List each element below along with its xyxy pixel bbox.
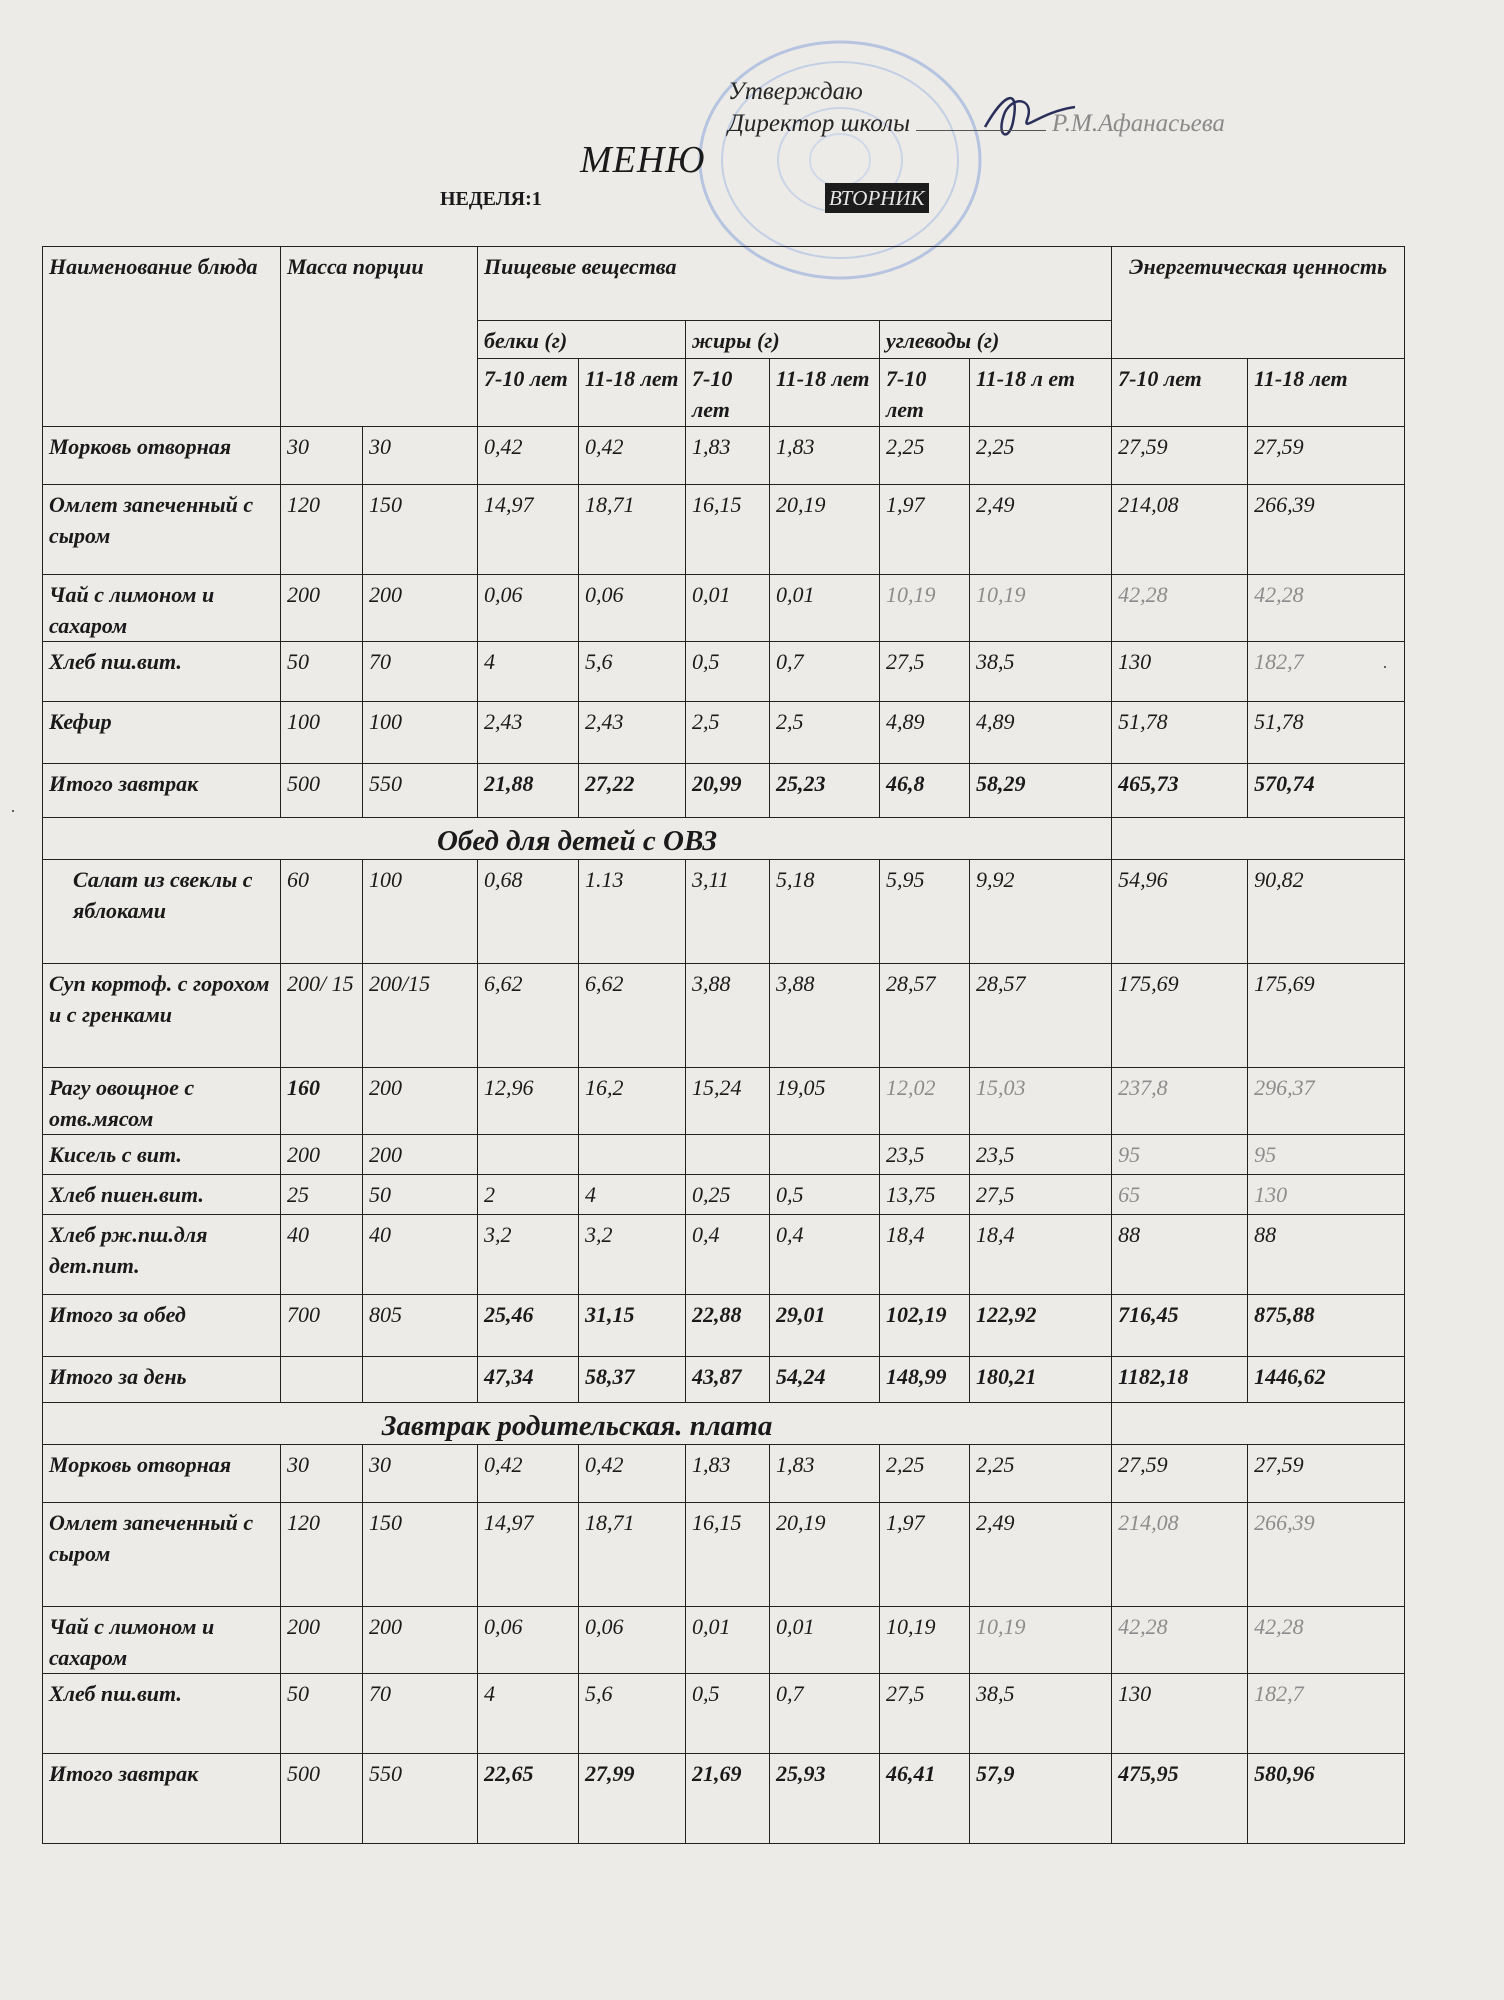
nutrient-value: 5,95: [880, 860, 970, 964]
dish-name: Хлеб пшен.вит.: [43, 1175, 281, 1215]
nutrient-value: 4,89: [880, 702, 970, 764]
nutrient-value: 20,19: [770, 485, 880, 575]
nutrient-value: 19,05: [770, 1068, 880, 1135]
mass-11-18: 50: [363, 1175, 478, 1215]
nutrient-value: 51,78: [1248, 702, 1405, 764]
mass-11-18: 550: [363, 1754, 478, 1844]
nutrient-value: 1,83: [770, 1445, 880, 1503]
empty-cell: [1112, 818, 1405, 860]
age-header: 11-18 лет: [1248, 359, 1405, 427]
age-header: 7-10 лет: [880, 359, 970, 427]
nutrient-value: 5,18: [770, 860, 880, 964]
mass-7-10: 50: [281, 642, 363, 702]
dish-name: Хлеб пш.вит.: [43, 642, 281, 702]
dish-name: Хлеб рж.пш.для дет.пит.: [43, 1215, 281, 1295]
dish-name: Итого за обед: [43, 1295, 281, 1357]
nutrient-value: 266,39: [1248, 485, 1405, 575]
nutrient-value: 95: [1112, 1135, 1248, 1175]
mass-11-18: 150: [363, 485, 478, 575]
mass-11-18: 805: [363, 1295, 478, 1357]
mass-7-10: 700: [281, 1295, 363, 1357]
nutrient-value: 0,4: [770, 1215, 880, 1295]
nutrient-value: 42,28: [1248, 575, 1405, 642]
nutrient-value: 2,5: [686, 702, 770, 764]
mass-11-18: 200: [363, 1135, 478, 1175]
mass-7-10: 25: [281, 1175, 363, 1215]
nutrient-value: 2,43: [478, 702, 579, 764]
nutrient-value: 22,65: [478, 1754, 579, 1844]
section-title: Завтрак родительская. плата: [43, 1403, 1112, 1445]
nutrient-value: 0,7: [770, 642, 880, 702]
nutrient-value: 2,25: [880, 1445, 970, 1503]
nutrient-value: 214,08: [1112, 485, 1248, 575]
header-mass: Масса порции: [281, 247, 478, 427]
table-row: [43, 1674, 1405, 1754]
table-row: [43, 860, 1405, 964]
nutrient-value: 21,88: [478, 764, 579, 818]
nutrient-value: 58,37: [579, 1357, 686, 1403]
mass-7-10: 40: [281, 1215, 363, 1295]
dish-name: Салат из свеклы с яблоками: [43, 860, 281, 964]
nutrient-value: 0,06: [579, 1607, 686, 1674]
dish-name: Итого завтрак: [43, 764, 281, 818]
nutrient-value: 5,6: [579, 642, 686, 702]
nutrient-value: 46,8: [880, 764, 970, 818]
nutrient-value: 38,5: [970, 642, 1112, 702]
table-row: [43, 427, 1405, 485]
header-dish-name: Наименование блюда: [43, 247, 281, 427]
nutrient-value: 0,42: [579, 427, 686, 485]
mass-7-10: 100: [281, 702, 363, 764]
nutrient-value: 15,24: [686, 1068, 770, 1135]
nutrient-value: 31,15: [579, 1295, 686, 1357]
nutrient-value: 1446,62: [1248, 1357, 1405, 1403]
nutrient-value: 875,88: [1248, 1295, 1405, 1357]
nutrient-value: 1,83: [770, 427, 880, 485]
nutrient-value: 20,99: [686, 764, 770, 818]
dish-name: Морковь отворная: [43, 427, 281, 485]
nutrient-value: 27,99: [579, 1754, 686, 1844]
nutrient-value: 51,78: [1112, 702, 1248, 764]
nutrient-value: 16,15: [686, 1503, 770, 1607]
dish-name: Чай с лимоном и сахаром: [43, 575, 281, 642]
week-label: НЕДЕЛЯ:1: [440, 188, 542, 210]
nutrient-value: 0,5: [686, 1674, 770, 1754]
mass-11-18: 70: [363, 1674, 478, 1754]
nutrient-value: 130: [1112, 1674, 1248, 1754]
nutrient-value: 47,34: [478, 1357, 579, 1403]
nutrient-value: 214,08: [1112, 1503, 1248, 1607]
nutrient-value: 1,83: [686, 1445, 770, 1503]
nutrient-value: [478, 1135, 579, 1175]
nutrient-value: 580,96: [1248, 1754, 1405, 1844]
nutrient-value: 102,19: [880, 1295, 970, 1357]
age-header: 11-18 л ет: [970, 359, 1112, 427]
age-header: 7-10 лет: [1112, 359, 1248, 427]
mass-7-10: 200/ 15: [281, 964, 363, 1068]
nutrient-value: 18,71: [579, 485, 686, 575]
empty-cell: [1112, 1403, 1405, 1445]
nutrient-value: 1,97: [880, 485, 970, 575]
nutrient-value: 27,22: [579, 764, 686, 818]
nutrient-value: 130: [1112, 642, 1248, 702]
nutrient-value: 1182,18: [1112, 1357, 1248, 1403]
nutrient-value: 42,28: [1112, 575, 1248, 642]
day-label: ВТОРНИК: [825, 183, 929, 213]
nutrient-value: 14,97: [478, 1503, 579, 1607]
nutrient-value: 57,9: [970, 1754, 1112, 1844]
nutrient-value: 27,5: [880, 642, 970, 702]
header-carbs: углеводы (г): [880, 321, 1112, 359]
table-row: [43, 1135, 1405, 1175]
nutrient-value: 0,42: [579, 1445, 686, 1503]
section-title: Обед для детей с ОВЗ: [43, 818, 1112, 860]
mass-7-10: 500: [281, 764, 363, 818]
nutrient-value: 16,2: [579, 1068, 686, 1135]
nutrient-value: 4: [579, 1175, 686, 1215]
nutrient-value: 58,29: [970, 764, 1112, 818]
nutrient-value: 0,01: [770, 1607, 880, 1674]
approve-label: Утверждаю: [728, 78, 863, 105]
mass-7-10: 30: [281, 1445, 363, 1503]
mass-11-18: 550: [363, 764, 478, 818]
nutrient-value: 95: [1248, 1135, 1405, 1175]
nutrient-value: 20,19: [770, 1503, 880, 1607]
header-fats: жиры (г): [686, 321, 880, 359]
nutrient-value: 182,7: [1248, 1674, 1405, 1754]
header-nutrients: Пищевые вещества: [478, 247, 1112, 321]
nutrient-value: 4: [478, 1674, 579, 1754]
nutrient-value: 23,5: [970, 1135, 1112, 1175]
nutrient-value: 0,4: [686, 1215, 770, 1295]
mass-11-18: 100: [363, 860, 478, 964]
mass-11-18: 200/15: [363, 964, 478, 1068]
nutrient-value: 237,8: [1112, 1068, 1248, 1135]
nutrient-value: 0,25: [686, 1175, 770, 1215]
nutrient-value: 6,62: [579, 964, 686, 1068]
nutrient-value: 27,5: [970, 1175, 1112, 1215]
nutrient-value: 13,75: [880, 1175, 970, 1215]
nutrient-value: 6,62: [478, 964, 579, 1068]
nutrient-value: 27,59: [1248, 1445, 1405, 1503]
table-row: [43, 1175, 1405, 1215]
nutrient-value: 2,5: [770, 702, 880, 764]
nutrient-value: 18,4: [880, 1215, 970, 1295]
nutrient-value: 16,15: [686, 485, 770, 575]
mass-11-18: 200: [363, 1607, 478, 1674]
table-row: [43, 1607, 1405, 1674]
mass-11-18: 150: [363, 1503, 478, 1607]
director-name: Р.М.Афанасьева: [1052, 110, 1225, 137]
nutrient-value: 15,03: [970, 1068, 1112, 1135]
table-row: [43, 575, 1405, 642]
director-label: Директор школы: [728, 110, 910, 137]
nutrient-value: 182,7: [1248, 642, 1405, 702]
nutrient-value: 27,59: [1248, 427, 1405, 485]
nutrient-value: 46,41: [880, 1754, 970, 1844]
dish-name: Рагу овощное с отв.мясом: [43, 1068, 281, 1135]
nutrient-value: 0,7: [770, 1674, 880, 1754]
nutrient-value: 2,25: [880, 427, 970, 485]
nutrient-value: 88: [1112, 1215, 1248, 1295]
nutrient-value: 148,99: [880, 1357, 970, 1403]
nutrient-value: 0,68: [478, 860, 579, 964]
table-row: [43, 1754, 1405, 1844]
nutrient-value: 88: [1248, 1215, 1405, 1295]
nutrient-value: 296,37: [1248, 1068, 1405, 1135]
nutrient-value: 4: [478, 642, 579, 702]
age-header: 11-18 лет: [770, 359, 880, 427]
nutrient-value: 716,45: [1112, 1295, 1248, 1357]
mass-11-18: 200: [363, 575, 478, 642]
table-row: [43, 485, 1405, 575]
mass-7-10: 30: [281, 427, 363, 485]
nutrient-value: 22,88: [686, 1295, 770, 1357]
nutrient-value: 2,25: [970, 1445, 1112, 1503]
header-proteins: белки (г): [478, 321, 686, 359]
mass-7-10: 120: [281, 1503, 363, 1607]
nutrient-value: 2,43: [579, 702, 686, 764]
mass-7-10: [281, 1357, 363, 1403]
nutrient-value: 65: [1112, 1175, 1248, 1215]
age-header: 11-18 лет: [579, 359, 686, 427]
mass-7-10: 60: [281, 860, 363, 964]
nutrient-value: 10,19: [880, 575, 970, 642]
nutrient-value: 3,2: [579, 1215, 686, 1295]
nutrient-value: 54,24: [770, 1357, 880, 1403]
nutrient-value: 27,5: [880, 1674, 970, 1754]
dish-name: Суп кортоф. с горохом и с гренками: [43, 964, 281, 1068]
table-row: [43, 964, 1405, 1068]
nutrient-value: 2: [478, 1175, 579, 1215]
nutrient-value: 3,11: [686, 860, 770, 964]
mass-11-18: 40: [363, 1215, 478, 1295]
nutrient-value: 18,71: [579, 1503, 686, 1607]
nutrient-value: [579, 1135, 686, 1175]
nutrient-value: 18,4: [970, 1215, 1112, 1295]
table-row: [43, 1295, 1405, 1357]
mass-11-18: 70: [363, 642, 478, 702]
nutrient-value: 180,21: [970, 1357, 1112, 1403]
dish-name: Итого завтрак: [43, 1754, 281, 1844]
nutrient-value: 4,89: [970, 702, 1112, 764]
nutrient-value: 0,5: [686, 642, 770, 702]
nutrient-value: 2,49: [970, 485, 1112, 575]
nutrient-value: 10,19: [880, 1607, 970, 1674]
mass-7-10: 200: [281, 1607, 363, 1674]
menu-table: [42, 246, 1405, 1844]
nutrient-value: 475,95: [1112, 1754, 1248, 1844]
approval-block: [728, 76, 1225, 140]
nutrient-value: 570,74: [1248, 764, 1405, 818]
nutrient-value: 12,02: [880, 1068, 970, 1135]
table-row: [43, 1503, 1405, 1607]
dish-name: Кефир: [43, 702, 281, 764]
section-row: [43, 1403, 1405, 1445]
nutrient-value: 10,19: [970, 575, 1112, 642]
nutrient-value: 42,28: [1248, 1607, 1405, 1674]
nutrient-value: 0,5: [770, 1175, 880, 1215]
nutrient-value: 0,01: [770, 575, 880, 642]
nutrient-value: 28,57: [970, 964, 1112, 1068]
nutrient-value: 12,96: [478, 1068, 579, 1135]
dish-name: Хлеб пш.вит.: [43, 1674, 281, 1754]
nutrient-value: 1.13: [579, 860, 686, 964]
mass-11-18: 30: [363, 427, 478, 485]
nutrient-value: 3,88: [770, 964, 880, 1068]
nutrient-value: 23,5: [880, 1135, 970, 1175]
nutrient-value: 2,49: [970, 1503, 1112, 1607]
nutrient-value: 14,97: [478, 485, 579, 575]
header-energy: Энергетическая ценность: [1112, 247, 1405, 359]
dish-name: Чай с лимоном и сахаром: [43, 1607, 281, 1674]
nutrient-value: 1,97: [880, 1503, 970, 1607]
age-header: 7-10 лет: [686, 359, 770, 427]
nutrient-value: 0,01: [686, 575, 770, 642]
nutrient-value: 0,42: [478, 427, 579, 485]
nutrient-value: 1,83: [686, 427, 770, 485]
mass-11-18: 30: [363, 1445, 478, 1503]
nutrient-value: 25,93: [770, 1754, 880, 1844]
mass-7-10: 160: [281, 1068, 363, 1135]
mass-11-18: 200: [363, 1068, 478, 1135]
nutrient-value: 42,28: [1112, 1607, 1248, 1674]
nutrient-value: 0,42: [478, 1445, 579, 1503]
signature-line: [916, 130, 1046, 131]
nutrient-value: [686, 1135, 770, 1175]
nutrient-value: 10,19: [970, 1607, 1112, 1674]
nutrient-value: 28,57: [880, 964, 970, 1068]
nutrient-value: 175,69: [1248, 964, 1405, 1068]
mass-11-18: [363, 1357, 478, 1403]
dish-name: Кисель с вит.: [43, 1135, 281, 1175]
nutrient-value: 43,87: [686, 1357, 770, 1403]
dish-name: Итого за день: [43, 1357, 281, 1403]
mass-7-10: 120: [281, 485, 363, 575]
nutrient-value: 130: [1248, 1175, 1405, 1215]
table-row: [43, 1068, 1405, 1135]
nutrient-value: 25,46: [478, 1295, 579, 1357]
age-header: 7-10 лет: [478, 359, 579, 427]
nutrient-value: [770, 1135, 880, 1175]
dish-name: Морковь отворная: [43, 1445, 281, 1503]
speck: [12, 810, 14, 812]
nutrient-value: 0,06: [478, 575, 579, 642]
nutrient-value: 266,39: [1248, 1503, 1405, 1607]
nutrient-value: 5,6: [579, 1674, 686, 1754]
table-row: [43, 1357, 1405, 1403]
section-row: [43, 818, 1405, 860]
nutrient-value: 175,69: [1112, 964, 1248, 1068]
table-row: [43, 642, 1405, 702]
nutrient-value: 29,01: [770, 1295, 880, 1357]
nutrient-value: 3,88: [686, 964, 770, 1068]
table-row: [43, 764, 1405, 818]
mass-7-10: 200: [281, 1135, 363, 1175]
table-row: [43, 1215, 1405, 1295]
table-row: [43, 702, 1405, 764]
nutrient-value: 2,25: [970, 427, 1112, 485]
nutrient-value: 54,96: [1112, 860, 1248, 964]
nutrient-value: 465,73: [1112, 764, 1248, 818]
mass-11-18: 100: [363, 702, 478, 764]
nutrient-value: 122,92: [970, 1295, 1112, 1357]
nutrient-value: 27,59: [1112, 427, 1248, 485]
page-title: МЕНЮ: [580, 139, 706, 181]
nutrient-value: 90,82: [1248, 860, 1405, 964]
nutrient-value: 0,01: [686, 1607, 770, 1674]
nutrient-value: 27,59: [1112, 1445, 1248, 1503]
dish-name: Омлет запеченный с сыром: [43, 1503, 281, 1607]
dish-name: Омлет запеченный с сыром: [43, 485, 281, 575]
nutrient-value: 3,2: [478, 1215, 579, 1295]
mass-7-10: 50: [281, 1674, 363, 1754]
nutrient-value: 0,06: [478, 1607, 579, 1674]
nutrient-value: 0,06: [579, 575, 686, 642]
mass-7-10: 200: [281, 575, 363, 642]
table-row: [43, 1445, 1405, 1503]
nutrient-value: 38,5: [970, 1674, 1112, 1754]
nutrient-value: 9,92: [970, 860, 1112, 964]
nutrient-value: 25,23: [770, 764, 880, 818]
nutrient-value: 21,69: [686, 1754, 770, 1844]
mass-7-10: 500: [281, 1754, 363, 1844]
